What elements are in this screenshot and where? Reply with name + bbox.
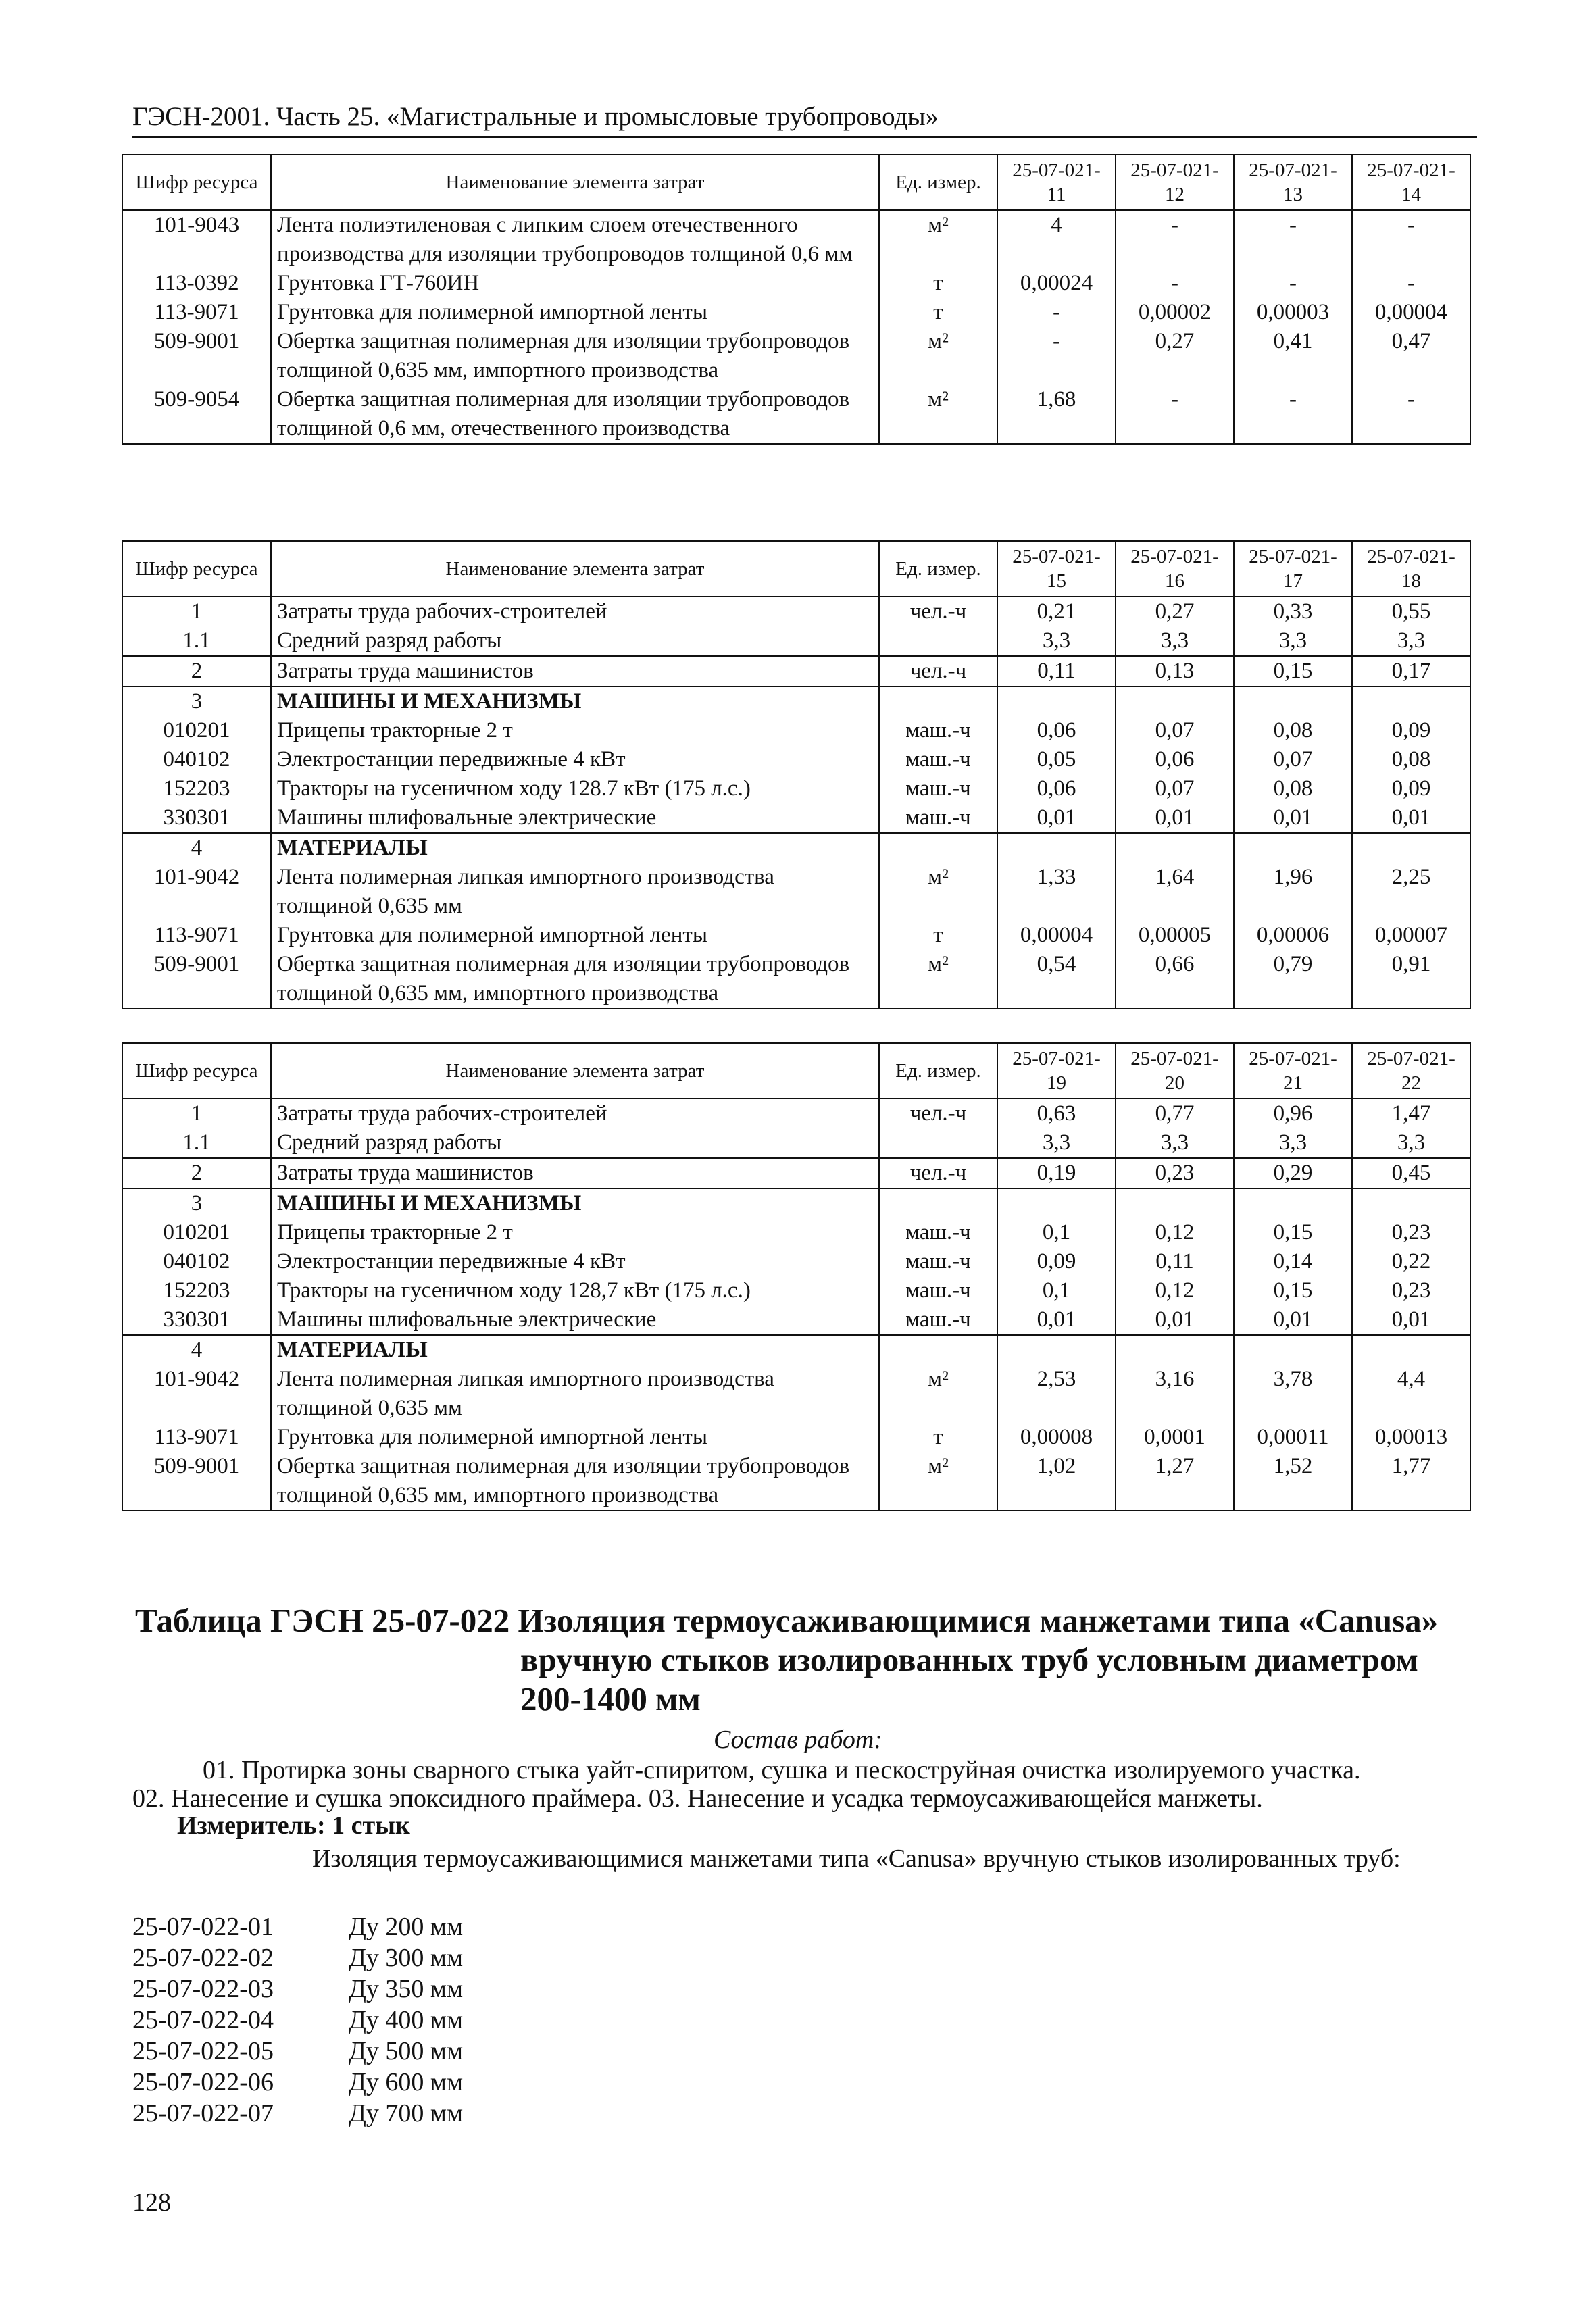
- header-col: 25-07-021-20: [1116, 1043, 1234, 1099]
- resource-value: 0,01: [997, 803, 1116, 833]
- resource-unit: чел.-ч: [879, 656, 997, 686]
- variant-label: Ду 700 мм: [349, 2099, 464, 2128]
- resource-unit: маш.-ч: [879, 1247, 997, 1276]
- table-title-line: 200-1400 мм: [520, 1680, 701, 1717]
- resource-name: Электростанции передвижные 4 кВт: [271, 745, 879, 774]
- resource-name: Затраты труда рабочих-строителей: [271, 1099, 879, 1128]
- resource-code: 113-9071: [122, 298, 271, 327]
- table-row: [122, 1423, 1470, 1452]
- variant-code: 25-07-022-06: [132, 2068, 274, 2096]
- header-col: 25-07-021-13: [1234, 155, 1352, 210]
- resource-code: 101-9042: [122, 863, 271, 921]
- resource-value: 0,12: [1116, 1218, 1234, 1247]
- header-name: Наименование элемента затрат: [271, 541, 879, 597]
- resource-unit: маш.-ч: [879, 1218, 997, 1247]
- resource-value: 0,19: [997, 1158, 1116, 1188]
- variant-label: Ду 400 мм: [349, 2006, 464, 2034]
- resource-value: -: [1352, 269, 1470, 298]
- resource-value: 0,15: [1234, 1276, 1352, 1305]
- table-row: [122, 921, 1470, 950]
- header-name: Наименование элемента затрат: [271, 1043, 879, 1099]
- resource-value: -: [1116, 385, 1234, 444]
- table-row: [122, 1099, 1470, 1128]
- resource-value: -: [1352, 210, 1470, 269]
- resource-value: -: [1234, 385, 1352, 444]
- resource-value: 0,11: [997, 656, 1116, 686]
- table-row: [122, 385, 1470, 444]
- header-col: 25-07-021-17: [1234, 541, 1352, 597]
- variant-code: 25-07-022-05: [132, 2037, 274, 2065]
- resource-code: 040102: [122, 745, 271, 774]
- section-name: МАШИНЫ И МЕХАНИЗМЫ: [271, 1188, 879, 1218]
- resource-value: 0,45: [1352, 1158, 1470, 1188]
- resource-value: -: [1352, 385, 1470, 444]
- resource-name: Грунтовка для полимерной импортной ленты: [271, 1423, 879, 1452]
- resource-value: 0,01: [1234, 1305, 1352, 1335]
- resource-value: 3,3: [1116, 1128, 1234, 1158]
- table-header: [122, 541, 1470, 597]
- resource-name: Лента полимерная липкая импортного производства толщиной 0,635 мм: [271, 863, 879, 921]
- resource-value: 0,01: [1116, 803, 1234, 833]
- resource-value: 0,00007: [1352, 921, 1470, 950]
- resource-value: 0,09: [1352, 716, 1470, 745]
- work-step: 01. Протирка зоны сварного стыка уайт-спиритом, сушка и пескоструйная очистка изолируемого участка.: [203, 1756, 1361, 1784]
- resource-value: 0,00011: [1234, 1423, 1352, 1452]
- resource-name: Тракторы на гусеничном ходу 128,7 кВт (175 л.с.): [271, 1276, 879, 1305]
- resource-name: Машины шлифовальные электрические: [271, 803, 879, 833]
- variant-label: Ду 350 мм: [349, 1975, 464, 2003]
- resource-unit: м²: [879, 327, 997, 385]
- resource-value: 0,05: [997, 745, 1116, 774]
- resource-value: 0,55: [1352, 597, 1470, 626]
- resource-code: 040102: [122, 1247, 271, 1276]
- section-row: [122, 686, 1470, 716]
- resource-value: -: [997, 327, 1116, 385]
- resource-value: 0,00004: [1352, 298, 1470, 327]
- header-unit: Ед. измер.: [879, 1043, 997, 1099]
- resource-value: 0,41: [1234, 327, 1352, 385]
- resource-code: 101-9042: [122, 1365, 271, 1423]
- work-step: 02. Нанесение и сушка эпоксидного праймера. 03. Нанесение и усадка термоусаживающейся манжеты.: [132, 1784, 1263, 1813]
- resource-unit: чел.-ч: [879, 597, 997, 626]
- resource-value: 0,06: [1116, 745, 1234, 774]
- header-name: Наименование элемента затрат: [271, 155, 879, 210]
- resource-value: 0,13: [1116, 656, 1234, 686]
- resource-value: -: [1234, 269, 1352, 298]
- resource-value: 0,09: [1352, 774, 1470, 803]
- resource-code: 113-9071: [122, 1423, 271, 1452]
- table-row: [122, 745, 1470, 774]
- header-col: 25-07-021-16: [1116, 541, 1234, 597]
- list-item: [132, 1974, 673, 2004]
- table-header: [122, 1043, 1470, 1099]
- resource-value: 0,91: [1352, 950, 1470, 1009]
- resource-code: 152203: [122, 1276, 271, 1305]
- resource-value: 0,77: [1116, 1099, 1234, 1128]
- resource-value: 0,07: [1116, 716, 1234, 745]
- resource-code: 330301: [122, 1305, 271, 1335]
- resource-unit: маш.-ч: [879, 745, 997, 774]
- section-name: МАТЕРИАЛЫ: [271, 1335, 879, 1365]
- table-row: [122, 626, 1470, 656]
- list-item: [132, 2036, 673, 2066]
- resource-name: Прицепы тракторные 2 т: [271, 716, 879, 745]
- resource-value: -: [1116, 210, 1234, 269]
- resource-value: 0,33: [1234, 597, 1352, 626]
- resource-value: 1,64: [1116, 863, 1234, 921]
- resource-name: Затраты труда машинистов: [271, 656, 879, 686]
- resource-value: 3,3: [997, 1128, 1116, 1158]
- resource-value: 1,27: [1116, 1452, 1234, 1511]
- variant-label: Ду 600 мм: [349, 2068, 464, 2096]
- header-col: 25-07-021-19: [997, 1043, 1116, 1099]
- section-name: МАШИНЫ И МЕХАНИЗМЫ: [271, 686, 879, 716]
- resource-code: 113-9071: [122, 921, 271, 950]
- resource-code: 509-9001: [122, 1452, 271, 1511]
- resource-unit: маш.-ч: [879, 803, 997, 833]
- variant-label: Ду 300 мм: [349, 1944, 464, 1972]
- table-title: [135, 1601, 1473, 1719]
- resource-value: 0,08: [1234, 716, 1352, 745]
- table-row: [122, 863, 1470, 921]
- resource-code: 1: [122, 1099, 271, 1128]
- resource-value: 1,33: [997, 863, 1116, 921]
- resource-value: 0,66: [1116, 950, 1234, 1009]
- variant-code: 25-07-022-04: [132, 2006, 274, 2034]
- resource-value: 1,52: [1234, 1452, 1352, 1511]
- resource-value: 0,79: [1234, 950, 1352, 1009]
- table-row: [122, 1128, 1470, 1158]
- resource-name: Грунтовка для полимерной импортной ленты: [271, 921, 879, 950]
- resource-value: 0,00004: [997, 921, 1116, 950]
- header-unit: Ед. измер.: [879, 155, 997, 210]
- resource-name: Тракторы на гусеничном ходу 128.7 кВт (175 л.с.): [271, 774, 879, 803]
- header-unit: Ед. измер.: [879, 541, 997, 597]
- resource-name: Затраты труда машинистов: [271, 1158, 879, 1188]
- resource-value: 0,22: [1352, 1247, 1470, 1276]
- resource-code: 1.1: [122, 1128, 271, 1158]
- resource-code: 1: [122, 597, 271, 626]
- table-header: [122, 155, 1470, 210]
- resource-table-1: [122, 154, 1471, 445]
- resource-value: 0,11: [1116, 1247, 1234, 1276]
- resource-table-3: [122, 1042, 1471, 1511]
- resource-unit: маш.-ч: [879, 1276, 997, 1305]
- table-row: [122, 950, 1470, 1009]
- variant-code: 25-07-022-02: [132, 1944, 274, 1972]
- resource-table-2: [122, 540, 1471, 1009]
- resource-unit: маш.-ч: [879, 716, 997, 745]
- resource-value: 0,23: [1352, 1218, 1470, 1247]
- resource-value: 0,01: [1352, 1305, 1470, 1335]
- resource-value: 1,68: [997, 385, 1116, 444]
- resource-value: 3,3: [1234, 626, 1352, 656]
- resource-value: 0,00005: [1116, 921, 1234, 950]
- resource-value: 1,96: [1234, 863, 1352, 921]
- header-col: 25-07-021-11: [997, 155, 1116, 210]
- resource-value: 0,07: [1234, 745, 1352, 774]
- resource-name: Электростанции передвижные 4 кВт: [271, 1247, 879, 1276]
- composition-heading: Состав работ:: [713, 1726, 883, 1754]
- variant-code: 25-07-022-07: [132, 2099, 274, 2128]
- header-code: Шифр ресурса: [122, 541, 271, 597]
- resource-value: 2,25: [1352, 863, 1470, 921]
- resource-value: 0,1: [997, 1218, 1116, 1247]
- resource-code: 509-9001: [122, 950, 271, 1009]
- list-item: [132, 1943, 673, 1973]
- resource-value: 0,29: [1234, 1158, 1352, 1188]
- resource-name: Обертка защитная полимерная для изоляции трубопроводов толщиной 0,635 мм, импортного производства: [271, 1452, 879, 1511]
- resource-unit: м²: [879, 210, 997, 269]
- resource-value: 0,00013: [1352, 1423, 1470, 1452]
- resource-value: 0,00006: [1234, 921, 1352, 950]
- table-row: [122, 774, 1470, 803]
- resource-value: 0,00008: [997, 1423, 1116, 1452]
- resource-unit: [879, 1128, 997, 1158]
- resource-value: 0,08: [1352, 745, 1470, 774]
- resource-value: 1,77: [1352, 1452, 1470, 1511]
- resource-value: 4: [997, 210, 1116, 269]
- table-row: [122, 597, 1470, 626]
- table-row: [122, 269, 1470, 298]
- resource-unit: [879, 626, 997, 656]
- resource-value: 0,01: [1352, 803, 1470, 833]
- table-row: [122, 1276, 1470, 1305]
- resource-unit: чел.-ч: [879, 1099, 997, 1128]
- header-code: Шифр ресурса: [122, 155, 271, 210]
- resource-unit: т: [879, 1423, 997, 1452]
- resource-value: 0,27: [1116, 327, 1234, 385]
- resource-value: 0,01: [997, 1305, 1116, 1335]
- resource-value: 3,78: [1234, 1365, 1352, 1423]
- resource-code: 509-9001: [122, 327, 271, 385]
- resource-unit: маш.-ч: [879, 774, 997, 803]
- resource-code: 010201: [122, 1218, 271, 1247]
- resource-name: Обертка защитная полимерная для изоляции трубопроводов толщиной 0,635 мм, импортного производства: [271, 950, 879, 1009]
- resource-unit: т: [879, 269, 997, 298]
- resource-value: 0,06: [997, 716, 1116, 745]
- section-name: МАТЕРИАЛЫ: [271, 833, 879, 863]
- resource-value: 1,47: [1352, 1099, 1470, 1128]
- list-item: [132, 1912, 673, 1942]
- resource-value: 0,63: [997, 1099, 1116, 1128]
- resource-unit: т: [879, 921, 997, 950]
- resource-value: 0,12: [1116, 1276, 1234, 1305]
- resource-unit: м²: [879, 1452, 997, 1511]
- header-col: 25-07-021-22: [1352, 1043, 1470, 1099]
- variant-label: Ду 500 мм: [349, 2037, 464, 2065]
- table-title-line: Таблица ГЭСН 25-07-022 Изоляция термоусаживающимися манжетами типа «Canusa»: [135, 1602, 1439, 1639]
- resource-value: 3,3: [1352, 1128, 1470, 1158]
- resource-unit: м²: [879, 385, 997, 444]
- resource-value: 0,1: [997, 1276, 1116, 1305]
- resource-name: Грунтовка для полимерной импортной ленты: [271, 298, 879, 327]
- resource-value: 0,54: [997, 950, 1116, 1009]
- table-row: [122, 803, 1470, 833]
- variant-label: Ду 200 мм: [349, 1913, 464, 1941]
- resource-unit: м²: [879, 950, 997, 1009]
- resource-code: 113-0392: [122, 269, 271, 298]
- resource-value: 0,23: [1116, 1158, 1234, 1188]
- header-col: 25-07-021-15: [997, 541, 1116, 597]
- resource-code: 152203: [122, 774, 271, 803]
- section-code: 3: [122, 686, 271, 716]
- resource-name: Средний разряд работы: [271, 626, 879, 656]
- resource-value: 3,3: [1234, 1128, 1352, 1158]
- table-row: [122, 1365, 1470, 1423]
- resource-value: 0,01: [1234, 803, 1352, 833]
- resource-unit: м²: [879, 863, 997, 921]
- section-row: [122, 1188, 1470, 1218]
- table-title-line: вручную стыков изолированных труб условным диаметром: [520, 1641, 1418, 1678]
- resource-value: 0,00003: [1234, 298, 1352, 327]
- running-head: ГЭСН-2001. Часть 25. «Магистральные и промысловые трубопроводы»: [132, 101, 1477, 138]
- resource-name: Обертка защитная полимерная для изоляции трубопроводов толщиной 0,635 мм, импортного производства: [271, 327, 879, 385]
- resource-code: 101-9043: [122, 210, 271, 269]
- resource-unit: чел.-ч: [879, 1158, 997, 1188]
- resource-value: 0,47: [1352, 327, 1470, 385]
- resource-value: 0,14: [1234, 1247, 1352, 1276]
- resource-value: 0,07: [1116, 774, 1234, 803]
- section-row: [122, 1335, 1470, 1365]
- resource-value: 3,3: [997, 626, 1116, 656]
- resource-name: Грунтовка ГТ-760ИН: [271, 269, 879, 298]
- list-item: [132, 2098, 673, 2128]
- resource-value: 3,3: [1352, 626, 1470, 656]
- table-row: [122, 656, 1470, 686]
- resource-value: 0,00002: [1116, 298, 1234, 327]
- resource-unit: маш.-ч: [879, 1305, 997, 1335]
- resource-value: 0,15: [1234, 1218, 1352, 1247]
- variant-code: 25-07-022-03: [132, 1975, 274, 2003]
- resource-name: Средний разряд работы: [271, 1128, 879, 1158]
- resource-value: 0,00024: [997, 269, 1116, 298]
- section-row: [122, 833, 1470, 863]
- header-col: 25-07-021-14: [1352, 155, 1470, 210]
- table-row: [122, 210, 1470, 269]
- resource-code: 2: [122, 656, 271, 686]
- table-row: [122, 298, 1470, 327]
- section-code: 4: [122, 1335, 271, 1365]
- resource-value: 0,08: [1234, 774, 1352, 803]
- resource-name: Обертка защитная полимерная для изоляции трубопроводов толщиной 0,6 мм, отечественного производства: [271, 385, 879, 444]
- variant-intro: Изоляция термоусаживающимися манжетами типа «Canusa» вручную стыков изолированных труб:: [312, 1844, 1401, 1873]
- header-col: 25-07-021-21: [1234, 1043, 1352, 1099]
- resource-value: 0,21: [997, 597, 1116, 626]
- table-row: [122, 716, 1470, 745]
- resource-unit: м²: [879, 1365, 997, 1423]
- resource-value: 0,23: [1352, 1276, 1470, 1305]
- resource-value: -: [997, 298, 1116, 327]
- resource-value: -: [1234, 210, 1352, 269]
- table-row: [122, 1305, 1470, 1335]
- resource-name: Машины шлифовальные электрические: [271, 1305, 879, 1335]
- resource-value: 0,17: [1352, 656, 1470, 686]
- measure-unit: Измеритель: 1 стык: [177, 1811, 410, 1840]
- table-row: [122, 1158, 1470, 1188]
- resource-code: 1.1: [122, 626, 271, 656]
- variant-code: 25-07-022-01: [132, 1913, 274, 1941]
- resource-value: 1,02: [997, 1452, 1116, 1511]
- resource-unit: т: [879, 298, 997, 327]
- resource-value: 3,3: [1116, 626, 1234, 656]
- header-col: 25-07-021-12: [1116, 155, 1234, 210]
- resource-code: 010201: [122, 716, 271, 745]
- table-row: [122, 1452, 1470, 1511]
- resource-value: 0,27: [1116, 597, 1234, 626]
- header-col: 25-07-021-18: [1352, 541, 1470, 597]
- header-code: Шифр ресурса: [122, 1043, 271, 1099]
- resource-name: Лента полимерная липкая импортного производства толщиной 0,635 мм: [271, 1365, 879, 1423]
- list-item: [132, 2067, 673, 2097]
- resource-value: 0,0001: [1116, 1423, 1234, 1452]
- resource-value: 0,06: [997, 774, 1116, 803]
- resource-value: 2,53: [997, 1365, 1116, 1423]
- resource-name: Затраты труда рабочих-строителей: [271, 597, 879, 626]
- resource-value: 0,01: [1116, 1305, 1234, 1335]
- table-row: [122, 327, 1470, 385]
- resource-code: 2: [122, 1158, 271, 1188]
- resource-value: 0,09: [997, 1247, 1116, 1276]
- resource-code: 509-9054: [122, 385, 271, 444]
- resource-value: 0,96: [1234, 1099, 1352, 1128]
- resource-name: Прицепы тракторные 2 т: [271, 1218, 879, 1247]
- resource-code: 330301: [122, 803, 271, 833]
- table-row: [122, 1218, 1470, 1247]
- resource-name: Лента полиэтиленовая с липким слоем отечественного производства для изоляции трубопроводов толщиной 0,6 мм: [271, 210, 879, 269]
- section-code: 4: [122, 833, 271, 863]
- page-number: 128: [132, 2188, 171, 2217]
- table-row: [122, 1247, 1470, 1276]
- resource-value: -: [1116, 269, 1234, 298]
- list-item: [132, 2005, 673, 2035]
- resource-value: 0,15: [1234, 656, 1352, 686]
- section-code: 3: [122, 1188, 271, 1218]
- resource-value: 4,4: [1352, 1365, 1470, 1423]
- resource-value: 3,16: [1116, 1365, 1234, 1423]
